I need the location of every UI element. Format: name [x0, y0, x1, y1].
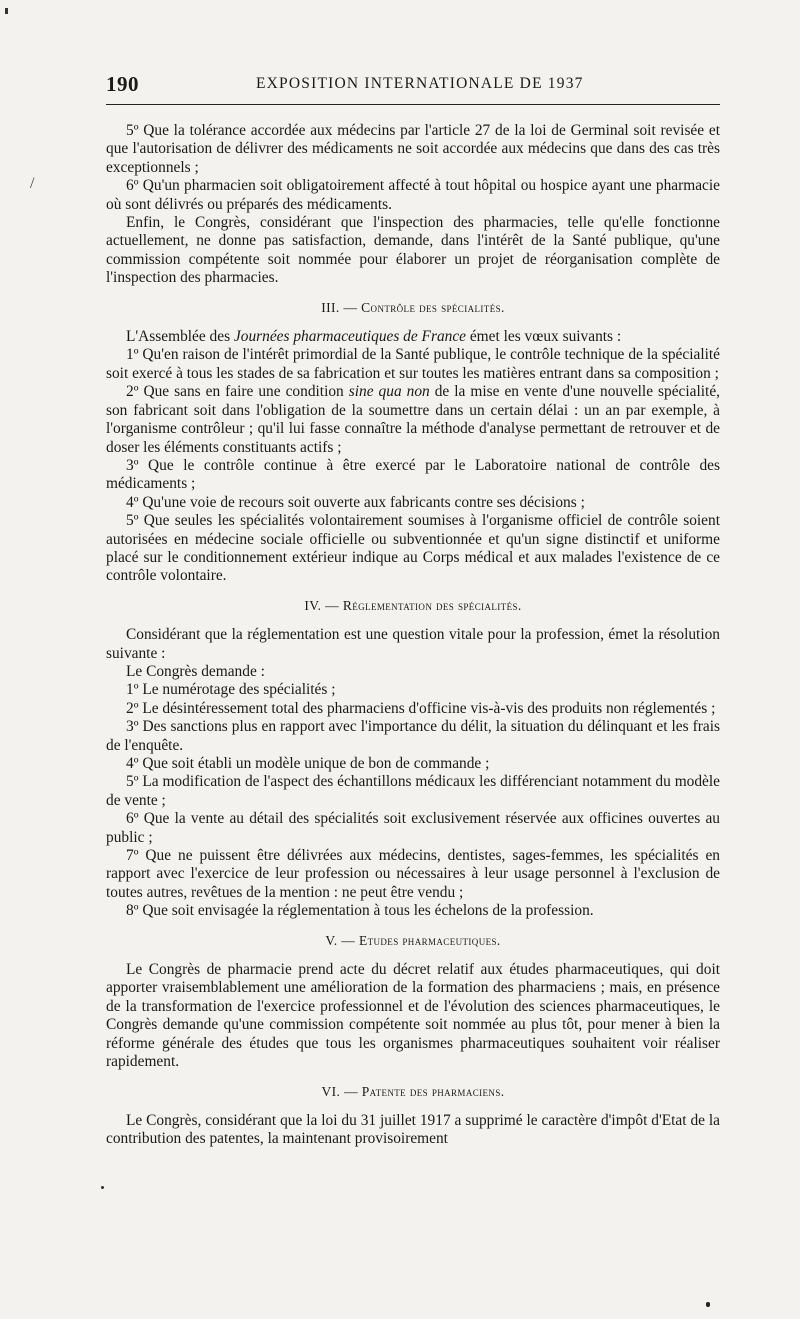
- section-number: IV.: [304, 597, 322, 613]
- paragraph: 3º Que le contrôle continue à être exercé par le Laboratoire national de contrôle des médicaments ;: [106, 456, 720, 493]
- paragraph: Considérant que la réglementation est une question vitale pour la profession, émet la résolution suivante :: [106, 626, 720, 662]
- paragraph: 7º Que ne puissent être délivrées aux médecins, dentistes, sages-femmes, les spécialités en rapport avec l'exercice de leur profession ou nécessaires à leur usage personnel à l'exclusion de toutes autres, revêtues de la mention : ne peut être vendu ;: [106, 847, 720, 901]
- paragraph: 3º Des sanctions plus en rapport avec l'importance du délit, la situation du délinquant et les frais de l'enquête.: [106, 718, 720, 754]
- section-dash: —: [321, 597, 343, 613]
- paragraph: 5º Que la tolérance accordée aux médecins par l'article 27 de la loi de Germinal soit revisée et que l'autorisation de délivrer des médicaments ne soit accordée aux médecins que dans des cas très exceptionnels ;: [106, 122, 720, 176]
- section-heading-3: [106, 299, 720, 317]
- scan-speck: [5, 8, 8, 14]
- text-run: émet les vœux suivants :: [466, 328, 622, 346]
- text-run: 2º Que sans en faire une condition: [126, 383, 349, 401]
- italic-title: Journées pharmaceutiques de France: [233, 328, 466, 346]
- section-title: Patente des pharmaciens.: [361, 1083, 505, 1099]
- section-number: VI.: [321, 1083, 341, 1099]
- text-run: de la mise en vente d'une nouvelle spécialité, son fabricant soit dans l'obligation de la soumettre dans un certain délai : un an par exemple, à l'organisme contrôleur ; qu'il lui fasse connaître la méthode d'analyse permettant de retrouver et de doser les éléments constituants actifs ;: [106, 383, 720, 456]
- paragraph: [106, 383, 720, 457]
- paragraph: 5º Que seules les spécialités volontairement soumises à l'organisme officiel de contrôle soient autorisées en médecine sociale officielle ou subventionnée et qu'un signe distinctif et uniforme placé sur le conditionnement extérieur indique au Corps médical et aux malades l'existence de ce contrôle volontaire.: [106, 512, 720, 585]
- text-run: L'Assemblée des: [126, 328, 234, 346]
- section-title: Réglementation des spécialités.: [342, 597, 522, 613]
- section-heading-6: [106, 1083, 720, 1101]
- section-number: III.: [321, 299, 340, 315]
- paragraph: 1º Qu'en raison de l'intérêt primordial de la Santé publique, le contrôle technique de la spécialité soit exercé à tous les stades de sa fabrication et sur toutes les matières entrant dans sa composition ;: [106, 346, 720, 382]
- paragraph: 6º Que la vente au détail des spécialités soit exclusivement réservée aux officines ouvertes au public ;: [106, 810, 720, 846]
- section-title: Contrôle des spécialités.: [361, 299, 505, 315]
- paragraph: 4º Qu'une voie de recours soit ouverte aux fabricants contre ses décisions ;: [126, 493, 585, 511]
- paragraph: Le Congrès, considérant que la loi du 31 juillet 1917 a supprimé le caractère d'impôt d'Etat de la contribution des patentes, la maintenant provisoirement: [106, 1111, 720, 1148]
- header-rule: [106, 104, 720, 105]
- section-dash: —: [340, 1083, 362, 1099]
- paragraph: 2º Le désintéressement total des pharmaciens d'officine vis-à-vis des produits non réglementés ;: [126, 699, 716, 717]
- section-dash: —: [337, 932, 359, 948]
- paragraph: Le Congrès de pharmacie prend acte du décret relatif aux études pharmaceutiques, qui doit apporter vraisemblablement une amélioration de la formation des pharmaciens ; mais, en présence de la transformation de l'exercice professionnel et de l'évolution des sciences pharmaceutiques, le Congrès demande qu'une commission compétente soit nommée au plus tôt, pour mener à bien la réforme générale des études que tous les organismes pharmaceutiques souhaitent voir réaliser rapidement.: [106, 961, 720, 1071]
- section-title: Etudes pharmaceutiques.: [358, 932, 501, 948]
- scan-speck: [101, 1186, 104, 1189]
- italic-phrase: sine qua non: [348, 383, 430, 401]
- paragraph: 8º Que soit envisagée la réglementation à tous les échelons de la profession.: [126, 902, 594, 920]
- scan-speck: [706, 1302, 710, 1307]
- paragraph: Enfin, le Congrès, considérant que l'inspection des pharmacies, telle qu'elle fonctionne actuellement, ne donne pas satisfaction, demande, dans l'intérêt de la Santé publique, qu'une commission compétente soit nommée pour élaborer un projet de réorganisation complète de l'inspection des pharmacies.: [106, 214, 720, 287]
- paragraph: 6º Qu'un pharmacien soit obligatoirement affecté à tout hôpital ou hospice ayant une pharmacie où sont délivrés ou préparés des médicaments.: [106, 177, 720, 213]
- page-header: [106, 72, 720, 104]
- margin-mark: /: [30, 175, 35, 192]
- section-heading-4: [106, 597, 720, 615]
- section-dash: —: [339, 299, 362, 315]
- document-body: [106, 122, 720, 1149]
- paragraph: 1º Le numérotage des spécialités ;: [126, 681, 336, 699]
- section-heading-5: [106, 932, 720, 950]
- paragraph: 4º Que soit établi un modèle unique de bon de commande ;: [126, 755, 490, 772]
- running-title: EXPOSITION INTERNATIONALE DE 1937: [256, 75, 584, 92]
- paragraph: Le Congrès demande :: [126, 662, 265, 680]
- paragraph: [106, 328, 720, 346]
- section-number: V.: [325, 932, 338, 948]
- page-number: 190: [106, 72, 139, 96]
- paragraph: 5º La modification de l'aspect des échantillons médicaux les différenciant notamment du modèle de vente ;: [106, 773, 720, 809]
